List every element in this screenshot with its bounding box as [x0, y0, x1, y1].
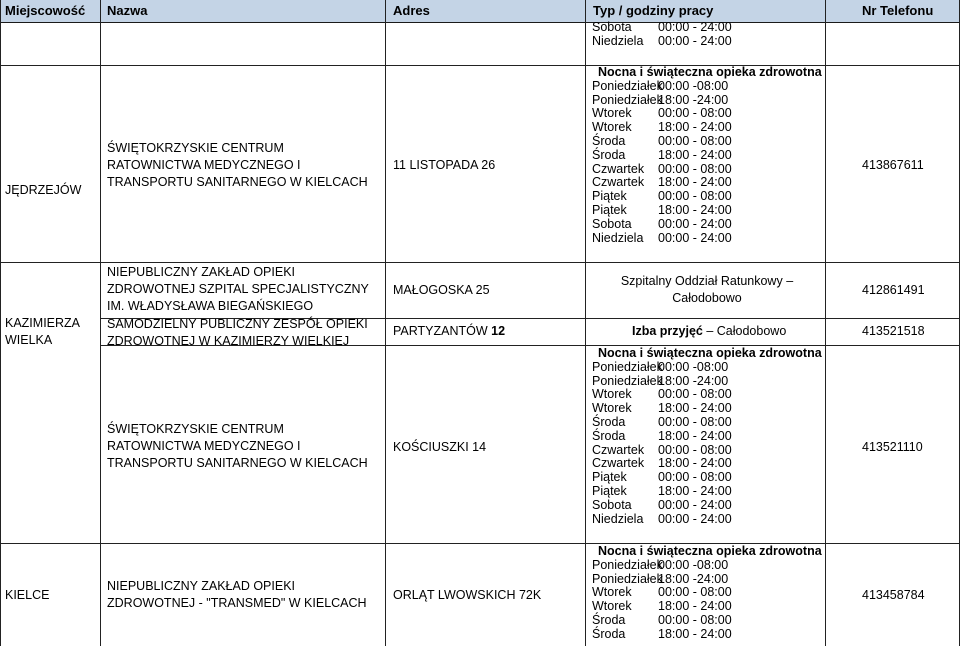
schedule-continuation [592, 21, 732, 49]
grid-line [100, 0, 101, 646]
schedule-row: Sobota 00:00 - 24:00 [592, 20, 732, 34]
phone-number: 413521110 [862, 440, 923, 454]
facility-address: ORLĄT LWOWSKICH 72K [393, 588, 542, 602]
header-type: Typ / godziny pracy [593, 3, 714, 18]
grid-line [0, 0, 1, 646]
phone-number: 413521518 [862, 324, 925, 338]
service-type: Izba przyjęć – Całodobowo [632, 324, 787, 338]
facility-name: ŚWIĘTOKRZYSKIE CENTRUM RATOWNICTWA MEDYCZNEGO I TRANSPORTU SANITARNEGO W KIELCACH [107, 141, 368, 189]
phone-number: 412861491 [862, 283, 925, 297]
facility-name: SAMODZIELNY PUBLICZNY ZESPÓŁ OPIEKI ZDROWOTNEJ W KAZIMIERZY WIELKIEJ [107, 317, 368, 348]
header-phone: Nr Telefonu [862, 3, 934, 18]
schedule-block: Nocna i świąteczna opieka zdrowotna Poniedziałek00:00 -08:00 Poniedziałek18:00 -24:00 Wtorek 00:00 - 08:00 Wtorek 18:00 - 24:00 Środa 00:00 - 08:00 Środa 18:00 - 24:00 Czwartek 00:00 - 08:00 Czwartek 18:00 - 24:00 Piątek 00:00 - 08:00 Piątek 18:00 - 24:00 Sobota 00:00 - 24:00 Niedziela 00:00 - 24:00 [592, 346, 822, 526]
grid-line [385, 0, 386, 646]
facility-address: KOŚCIUSZKI 14 [393, 440, 487, 454]
city-kielce: KIELCE [5, 588, 50, 602]
phone-number: 413867611 [862, 158, 924, 172]
facility-address: MAŁOGOSKA 25 [393, 283, 490, 297]
schedule-block: Nocna i świąteczna opieka zdrowotna Poniedziałek00:00 -08:00 Poniedziałek18:00 -24:00 Wtorek 00:00 - 08:00 Wtorek 18:00 - 24:00 Środa 00:00 - 08:00 Środa 18:00 - 24:00 Czwartek 00:00 - 08:00 Czwartek 18:00 - 24:00 Piątek 00:00 - 08:00 Piątek 18:00 - 24:00 Sobota 00:00 - 24:00 Niedziela 00:00 - 24:00 [592, 65, 822, 245]
schedule-title: Nocna i świąteczna opieka zdrowotna [598, 346, 822, 360]
header-address: Adres [393, 3, 430, 18]
grid-line [825, 0, 826, 646]
city-kazimierza-wielka: KAZIMIERZA WIELKA [5, 316, 80, 347]
row-divider [0, 262, 960, 263]
grid-line [585, 0, 586, 646]
facility-name: ŚWIĘTOKRZYSKIE CENTRUM RATOWNICTWA MEDYCZNEGO I TRANSPORTU SANITARNEGO W KIELCACH [107, 422, 368, 470]
phone-number: 413458784 [862, 588, 925, 602]
schedule-title: Nocna i świąteczna opieka zdrowotna [598, 544, 822, 558]
facility-name: NIEPUBLICZNY ZAKŁAD OPIEKI ZDROWOTNEJ - "TRANSMED" W KIELCACH [107, 579, 367, 610]
schedule-title: Nocna i świąteczna opieka zdrowotna [598, 65, 822, 79]
table-header [0, 0, 960, 23]
facility-name: NIEPUBLICZNY ZAKŁAD OPIEKI ZDROWOTNEJ SZPITAL SPECJALISTYCZNY IM. WŁADYSŁAWA BIEGAŃSKIEGO [107, 265, 369, 313]
header-name: Nazwa [107, 3, 148, 18]
schedule-block: Nocna i świąteczna opieka zdrowotna Poniedziałek00:00 -08:00 Poniedziałek18:00 -24:00 Wtorek 00:00 - 08:00 Wtorek 18:00 - 24:00 Środa 00:00 - 08:00 Środa 18:00 - 24:00 [592, 544, 822, 641]
facility-address: 11 LISTOPADA 26 [393, 158, 496, 172]
facility-address: PARTYZANTÓW 12 [393, 324, 506, 338]
header-city: Miejscowość [5, 3, 86, 18]
schedule-row: Niedziela 00:00 - 24:00 [592, 33, 732, 48]
city-jedrzejow: JĘDRZEJÓW [5, 183, 82, 197]
service-type: Szpitalny Oddział Ratunkowy – Całodobowo [620, 274, 794, 305]
